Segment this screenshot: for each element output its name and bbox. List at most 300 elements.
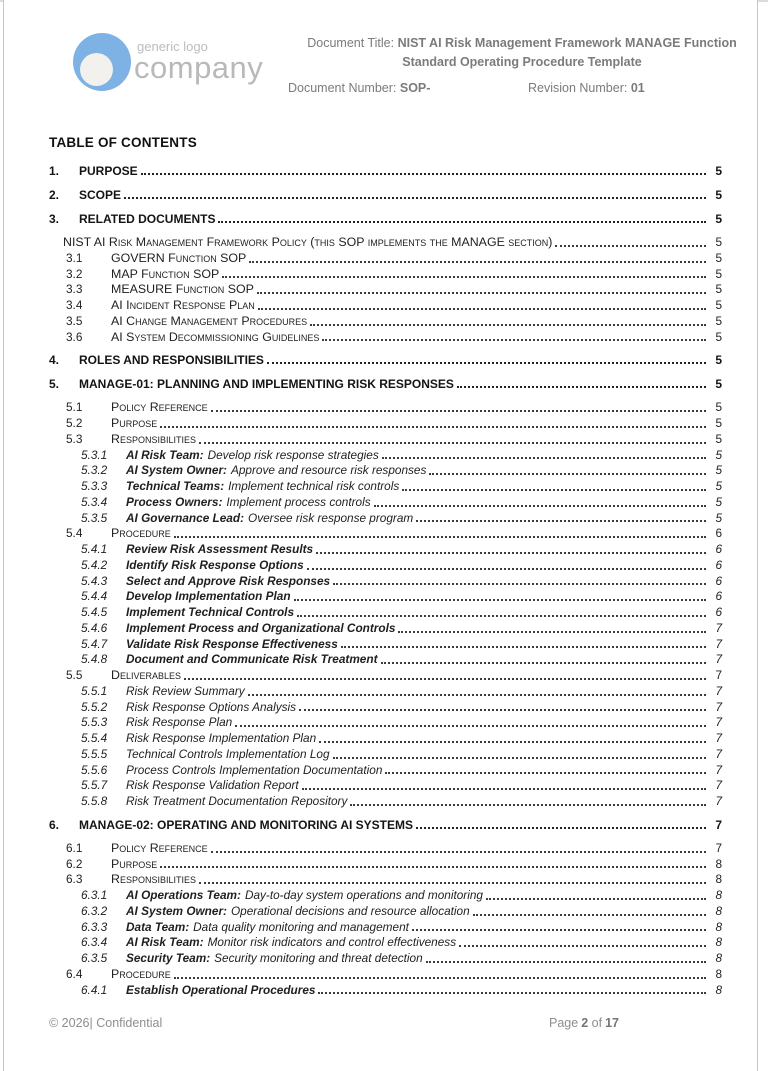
- toc-page-number: 5: [715, 188, 722, 202]
- toc-entry-text: [126, 920, 409, 936]
- page-current: 2: [581, 1016, 589, 1030]
- toc-dot-leader: [322, 339, 706, 341]
- toc-dot-leader: [333, 583, 706, 585]
- toc-entry-number: 5.3: [66, 431, 83, 446]
- toc-entry-text: [126, 904, 470, 920]
- toc-entry[interactable]: [81, 448, 722, 464]
- toc-entry-number: 5.3.5: [81, 510, 108, 525]
- toc-entry-text: [126, 621, 395, 637]
- toc-entry-number: 5.5.8: [81, 794, 108, 808]
- toc-dot-leader: [333, 757, 706, 759]
- toc-entry-text: [111, 416, 157, 432]
- toc-dot-leader: [319, 741, 706, 743]
- toc-entry-number: 5.5: [66, 668, 83, 682]
- toc-entry[interactable]: [81, 951, 722, 967]
- toc-entry-text: [126, 778, 299, 794]
- toc-dot-leader: [211, 410, 706, 412]
- toc-dot-leader: [429, 473, 706, 475]
- toc-entry-text: [111, 432, 196, 448]
- toc-entry-number: 6.4.1: [81, 982, 108, 997]
- toc-entry-number: 5.4.6: [81, 620, 108, 635]
- toc-entry-body: Develop risk response strategies: [207, 447, 379, 462]
- toc-entry[interactable]: [66, 314, 722, 330]
- toc-entry-number: 6.3.2: [81, 903, 108, 918]
- toc-entry-text: [126, 888, 483, 904]
- toc-entry-text: [126, 574, 330, 590]
- document-footer: [49, 1016, 722, 1036]
- toc-page-number: 6: [715, 589, 722, 604]
- toc-entry-body: Day-to-day system operations and monitoring: [244, 888, 483, 902]
- toc-entry[interactable]: [81, 684, 722, 700]
- toc-page-number: 7: [715, 699, 722, 714]
- toc-entry[interactable]: [66, 282, 722, 298]
- toc-dot-leader: [174, 536, 706, 538]
- toc-entry-text: [126, 448, 379, 464]
- toc-dot-leader: [258, 308, 706, 310]
- document-page: [3, 0, 758, 1071]
- toc-entry-body: MANAGE-01: PLANNING AND IMPLEMENTING RISK RESPONSES: [79, 377, 454, 392]
- toc-entry[interactable]: [49, 817, 722, 833]
- toc-entry-number: 3.6: [66, 329, 83, 344]
- toc-entry-text: [126, 463, 426, 479]
- toc-entry-body: Purpose: [111, 416, 158, 430]
- toc-entry-text: [111, 526, 171, 542]
- toc-entry-text: [126, 763, 382, 779]
- toc-page-number: 5: [715, 329, 722, 344]
- toc-entry-text: [79, 211, 215, 227]
- toc-entry-number: 6.1: [66, 840, 83, 855]
- toc-entry-text: [63, 235, 552, 251]
- toc-page-number: 8: [715, 966, 722, 981]
- toc-entry-text: [126, 589, 291, 605]
- toc-entry[interactable]: [66, 967, 722, 983]
- toc-entry-number: 5.4: [66, 526, 83, 541]
- toc-page-number: 5: [715, 212, 722, 226]
- page-of-label: of: [591, 1016, 603, 1030]
- toc-entry-body: Monitor risk indicators and control effectiveness: [207, 935, 457, 950]
- toc-entry-body: GOVERN Function SOP: [111, 250, 247, 265]
- toc-dot-leader: [350, 804, 706, 806]
- toc-dot-leader: [184, 678, 706, 680]
- toc-entry-text: [126, 700, 296, 716]
- toc-entry-text: [126, 479, 399, 495]
- toc-dot-leader: [412, 929, 706, 931]
- toc-entry[interactable]: [66, 416, 722, 432]
- toc-page-number: 6: [715, 573, 722, 588]
- toc-entry[interactable]: [63, 235, 722, 251]
- toc-dot-leader: [199, 882, 706, 884]
- toc-page-number: 6: [715, 605, 722, 619]
- page-number-indicator: [549, 1016, 619, 1030]
- toc-entry-text: [126, 495, 371, 511]
- toc-entry-number: 5.4.2: [81, 557, 108, 572]
- toc-entry-number: 5.3.4: [81, 494, 108, 509]
- toc-page-number: 8: [715, 888, 722, 902]
- toc-page-number: 5: [715, 353, 722, 368]
- toc-entry-lead: AI System Owner:: [126, 903, 227, 918]
- toc-entry-body: Operational decisions and resource allocation: [230, 903, 470, 918]
- toc-entry-text: [111, 967, 171, 983]
- toc-entry-number: 5.5.5: [81, 746, 108, 761]
- toc-entry[interactable]: [49, 211, 722, 227]
- toc-entry-text: [111, 400, 208, 416]
- logo-circle-icon: [73, 33, 131, 91]
- toc-entry-lead: Technical Teams:: [126, 479, 225, 493]
- toc-entry-body: Document and Communicate Risk Treatment: [126, 652, 378, 667]
- toc-entry[interactable]: [81, 652, 722, 668]
- toc-entry[interactable]: [49, 376, 722, 392]
- toc-entry-number: 5.5.7: [81, 778, 108, 793]
- toc-entry-number: 5.4.3: [81, 573, 108, 588]
- toc-entry[interactable]: [49, 352, 722, 368]
- toc-dot-leader: [416, 827, 706, 829]
- toc-entry-number: 3.1: [66, 250, 83, 265]
- toc-page-number: 5: [715, 250, 722, 265]
- toc-entry-number: 6.3.1: [81, 888, 108, 902]
- toc-entry-lead: AI Risk Team:: [126, 935, 204, 950]
- toc-page-number: 7: [715, 817, 722, 832]
- toc-entry-number: 5.1: [66, 400, 83, 415]
- toc-entry-number: 3.5: [66, 313, 83, 328]
- toc-entry-body: RELATED DOCUMENTS: [79, 212, 216, 226]
- toc-dot-leader: [199, 442, 706, 444]
- toc-page-number: 5: [715, 164, 722, 178]
- toc-dot-leader: [222, 276, 706, 278]
- toc-entry-body: Review Risk Assessment Results: [126, 542, 314, 556]
- toc-entry-body: AI Incident Response Plan: [111, 298, 255, 312]
- toc-entry-body: AI Change Management Procedures: [111, 313, 308, 328]
- toc-entry-number: 3.: [49, 212, 60, 226]
- toc-dot-leader: [416, 520, 706, 522]
- toc-entry-body: Risk Response Options Analysis: [126, 699, 297, 714]
- toc-entry-body: Risk Review Summary: [126, 683, 245, 698]
- toc-dot-leader: [248, 694, 706, 696]
- toc-entry[interactable]: [66, 526, 722, 542]
- toc-entry[interactable]: [49, 163, 722, 179]
- toc-dot-leader: [302, 788, 706, 790]
- toc-entry-body: MEASURE Function SOP: [111, 282, 254, 297]
- toc-entry-number: 6.3.5: [81, 951, 108, 965]
- toc-entry[interactable]: [81, 511, 722, 527]
- toc-entry-body: MANAGE-02: OPERATING AND MONITORING AI SYSTEMS: [79, 817, 414, 832]
- toc-entry-text: [126, 731, 316, 747]
- toc-entry[interactable]: [66, 668, 722, 684]
- toc-dot-leader: [299, 709, 706, 711]
- toc-entry[interactable]: [81, 983, 722, 999]
- toc-dot-leader: [426, 961, 706, 963]
- toc-dot-leader: [385, 772, 706, 774]
- toc-entry-text: [111, 668, 181, 684]
- toc-page-number: 5: [715, 463, 722, 478]
- toc-entry-number: 6.4: [66, 966, 83, 981]
- toc-page-number: 5: [715, 416, 722, 430]
- toc-page-number: 8: [715, 951, 722, 965]
- toc-page-number: 7: [715, 715, 722, 730]
- toc-entry-body: Responsibilities: [111, 872, 196, 887]
- toc-dot-leader: [457, 386, 706, 388]
- document-title-value-line2: Standard Operating Procedure Template: [402, 55, 642, 69]
- document-meta-row: [288, 79, 756, 98]
- toc-entry-number: 6.: [49, 817, 60, 832]
- toc-entry-body: Risk Treatment Documentation Repository: [126, 794, 348, 808]
- toc-entry-number: 5.5.1: [81, 683, 108, 698]
- toc-page-number: 5: [715, 266, 722, 281]
- toc-dot-leader: [218, 221, 706, 223]
- toc-entry-body: Risk Response Implementation Plan: [126, 731, 317, 745]
- toc-entry[interactable]: [66, 400, 722, 416]
- toc-entry-text: [111, 267, 219, 283]
- toc-entry-text: [126, 637, 338, 653]
- revision-number-label: Revision Number:: [528, 81, 628, 95]
- toc-entry-text: [126, 684, 245, 700]
- toc-page-number: 5: [715, 510, 722, 525]
- toc-entry[interactable]: [81, 463, 722, 479]
- toc-dot-leader: [294, 599, 706, 601]
- toc-entry-text: [79, 187, 121, 203]
- toc-dot-leader: [381, 662, 706, 664]
- toc-entry-body: Oversee risk response program: [248, 510, 414, 525]
- document-number: [288, 79, 528, 98]
- toc-entry-lead: Security Team:: [126, 951, 211, 965]
- toc-entry-body: Procedure: [111, 966, 171, 981]
- toc-entry[interactable]: [81, 763, 722, 779]
- toc-entry-number: 5.4.7: [81, 636, 108, 651]
- toc-entry-number: 5.4.5: [81, 605, 108, 619]
- toc-entry-body: SCOPE: [79, 188, 122, 202]
- toc-entry[interactable]: [81, 920, 722, 936]
- toc-page-number: 7: [715, 636, 722, 651]
- toc-entry[interactable]: [81, 794, 722, 810]
- toc-dot-leader: [257, 292, 706, 294]
- toc-entry-number: 5.: [49, 377, 60, 392]
- toc-entry-number: 5.3.3: [81, 479, 108, 493]
- toc-entry-number: 6.3: [66, 872, 83, 887]
- revision-number: [528, 79, 645, 98]
- toc-entry[interactable]: [66, 298, 722, 314]
- toc-page-number: 8: [715, 935, 722, 950]
- logo-tagline: generic logo: [137, 39, 208, 54]
- toc-entry-body: Select and Approve Risk Responses: [126, 573, 331, 588]
- toc-dot-leader: [374, 505, 706, 507]
- toc-dot-leader: [249, 261, 706, 263]
- toc-dot-leader: [124, 197, 706, 199]
- toc-entry-text: [111, 251, 246, 267]
- company-logo: [73, 33, 273, 97]
- toc-entry-text: [126, 542, 313, 558]
- toc-entry[interactable]: [66, 432, 722, 448]
- toc-page-number: 6: [715, 526, 722, 541]
- page-total: 17: [605, 1016, 619, 1030]
- toc-entry[interactable]: [81, 495, 722, 511]
- toc-page-number: 7: [715, 778, 722, 793]
- toc-entry-number: 4.: [49, 353, 60, 368]
- toc-page-number: 5: [715, 282, 722, 297]
- toc-entry-text: [126, 935, 456, 951]
- toc-entry-body: Validate Risk Response Effectiveness: [126, 636, 338, 651]
- toc-entry-text: [126, 951, 423, 967]
- toc-entry[interactable]: [81, 700, 722, 716]
- toc-entry-text: [126, 715, 232, 731]
- toc-entry-body: Security monitoring and threat detection: [214, 951, 423, 965]
- toc-page-number: 7: [715, 668, 722, 682]
- toc-entry[interactable]: [49, 187, 722, 203]
- toc-entry-number: 1.: [49, 164, 60, 178]
- toc-dot-leader: [318, 992, 706, 994]
- toc-entry-body: Develop Implementation Plan: [126, 589, 291, 604]
- toc-entry-text: [126, 652, 378, 668]
- toc-dot-leader: [160, 866, 706, 868]
- toc-page-number: 8: [715, 856, 722, 871]
- toc-page-number: 5: [715, 235, 722, 249]
- toc-page-number: 7: [715, 794, 722, 808]
- toc-entry-body: AI System Decommissioning Guidelines: [111, 329, 320, 344]
- toc-entry-text: [126, 511, 413, 527]
- table-of-contents: [49, 135, 722, 998]
- toc-entry-lead: AI Risk Team:: [126, 447, 204, 462]
- toc-entry[interactable]: [66, 872, 722, 888]
- toc-page-number: 8: [715, 919, 722, 934]
- toc-entry[interactable]: [81, 935, 722, 951]
- toc-entry-number: 6.2: [66, 856, 83, 871]
- document-number-label: Document Number:: [288, 81, 397, 95]
- toc-dot-leader: [486, 898, 706, 900]
- toc-dot-leader: [341, 646, 706, 648]
- toc-entry[interactable]: [81, 747, 722, 763]
- toc-page-number: 7: [715, 620, 722, 635]
- toc-entry-body: Policy Reference: [111, 400, 208, 415]
- toc-dot-leader: [307, 568, 706, 570]
- toc-entry[interactable]: [81, 605, 722, 621]
- toc-entry-number: 6.3.4: [81, 935, 108, 950]
- toc-entry-number: 5.3.1: [81, 447, 108, 462]
- document-title-line2: [288, 53, 756, 72]
- toc-entry-number: 3.2: [66, 266, 83, 281]
- toc-entry-number: 5.3.2: [81, 463, 108, 478]
- toc-entry-text: [111, 857, 157, 873]
- toc-page-number: 8: [715, 903, 722, 918]
- toc-entry-text: [126, 558, 304, 574]
- toc-entry-number: 6.3.3: [81, 919, 108, 934]
- toc-entry[interactable]: [66, 267, 722, 283]
- toc-entry[interactable]: [81, 637, 722, 653]
- toc-entry-body: Responsibilities: [111, 431, 196, 446]
- toc-dot-leader: [141, 173, 706, 175]
- toc-dot-leader: [235, 725, 706, 727]
- toc-entry[interactable]: [81, 574, 722, 590]
- logo-inner-circle-icon: [80, 53, 113, 86]
- toc-entry-number: 5.5.4: [81, 731, 108, 745]
- toc-page-number: 7: [715, 762, 722, 777]
- toc-dot-leader: [473, 914, 706, 916]
- toc-entry[interactable]: [66, 330, 722, 346]
- toc-entry[interactable]: [81, 621, 722, 637]
- toc-entry[interactable]: [66, 841, 722, 857]
- toc-entry[interactable]: [66, 857, 722, 873]
- revision-number-value: 01: [630, 81, 645, 95]
- logo-name: company: [134, 50, 264, 85]
- toc-entry-body: Process Controls Implementation Documentation: [126, 762, 383, 777]
- toc-page-number: 8: [715, 982, 722, 997]
- toc-entry-body: Implement process controls: [226, 494, 371, 509]
- toc-entry[interactable]: [81, 731, 722, 747]
- toc-entry-body: Approve and resource risk responses: [230, 463, 427, 478]
- toc-dot-leader: [267, 362, 706, 364]
- toc-entry[interactable]: [81, 888, 722, 904]
- toc-entry-body: Implement Technical Controls: [126, 605, 295, 619]
- toc-entry[interactable]: [81, 479, 722, 495]
- toc-entry[interactable]: [81, 589, 722, 605]
- document-title-value-line1: NIST AI Risk Management Framework MANAGE Function: [397, 36, 737, 50]
- document-header: [4, 0, 759, 110]
- toc-entry-number: 2.: [49, 188, 60, 202]
- toc-page-number: 7: [715, 683, 722, 698]
- toc-entry-body: MAP Function SOP: [111, 266, 220, 281]
- toc-entry-text: [111, 841, 208, 857]
- toc-entry-lead: Data Team:: [126, 919, 190, 934]
- toc-entry-text: [79, 163, 138, 179]
- document-number-value: SOP-: [399, 81, 431, 95]
- toc-entry-text: [79, 376, 454, 392]
- toc-entry-body: Establish Operational Procedures: [126, 982, 316, 997]
- toc-entry-text: [126, 747, 330, 763]
- toc-entry[interactable]: [66, 251, 722, 267]
- toc-title: TABLE OF CONTENTS: [49, 135, 197, 150]
- toc-entry[interactable]: [81, 715, 722, 731]
- toc-entry[interactable]: [81, 558, 722, 574]
- toc-entry-number: 5.5.2: [81, 699, 108, 714]
- toc-entry[interactable]: [81, 904, 722, 920]
- toc-dot-leader: [160, 426, 706, 428]
- toc-entry-body: Data quality monitoring and management: [193, 919, 409, 934]
- toc-entry-text: [111, 872, 196, 888]
- toc-page-number: 6: [715, 557, 722, 572]
- toc-dot-leader: [398, 631, 706, 633]
- toc-entry-lead: AI System Owner:: [126, 463, 227, 478]
- toc-page-number: 7: [715, 746, 722, 761]
- toc-page-number: 5: [715, 313, 722, 328]
- toc-entry-body: Risk Response Validation Report: [126, 778, 299, 793]
- toc-page-number: 5: [715, 494, 722, 509]
- toc-list: [49, 163, 722, 998]
- toc-entry-number: 3.3: [66, 282, 83, 297]
- toc-dot-leader: [297, 615, 706, 617]
- toc-dot-leader: [402, 489, 706, 491]
- toc-entry[interactable]: [81, 778, 722, 794]
- toc-entry-number: 5.4.1: [81, 542, 108, 556]
- copyright-text: © 2026| Confidential: [49, 1016, 163, 1030]
- toc-entry-body: Risk Response Plan: [126, 715, 233, 730]
- toc-entry-text: [111, 282, 254, 298]
- toc-entry[interactable]: [81, 542, 722, 558]
- toc-page-number: 5: [715, 400, 722, 415]
- toc-entry-number: 5.4.8: [81, 652, 108, 667]
- toc-page-number: 5: [715, 298, 722, 312]
- toc-dot-leader: [174, 977, 706, 979]
- toc-entry-text: [111, 314, 307, 330]
- document-title-block: [288, 34, 756, 98]
- toc-dot-leader: [211, 851, 706, 853]
- toc-entry-number: 5.2: [66, 416, 83, 430]
- toc-dot-leader: [555, 245, 706, 247]
- toc-page-number: 5: [715, 479, 722, 493]
- toc-page-number: 7: [715, 652, 722, 667]
- toc-entry-body: Implement technical risk controls: [228, 479, 400, 493]
- document-title-line1: [288, 34, 756, 53]
- toc-page-number: 5: [715, 377, 722, 392]
- toc-entry-body: Procedure: [111, 526, 171, 541]
- toc-entry-text: [111, 330, 319, 346]
- toc-dot-leader: [316, 552, 706, 554]
